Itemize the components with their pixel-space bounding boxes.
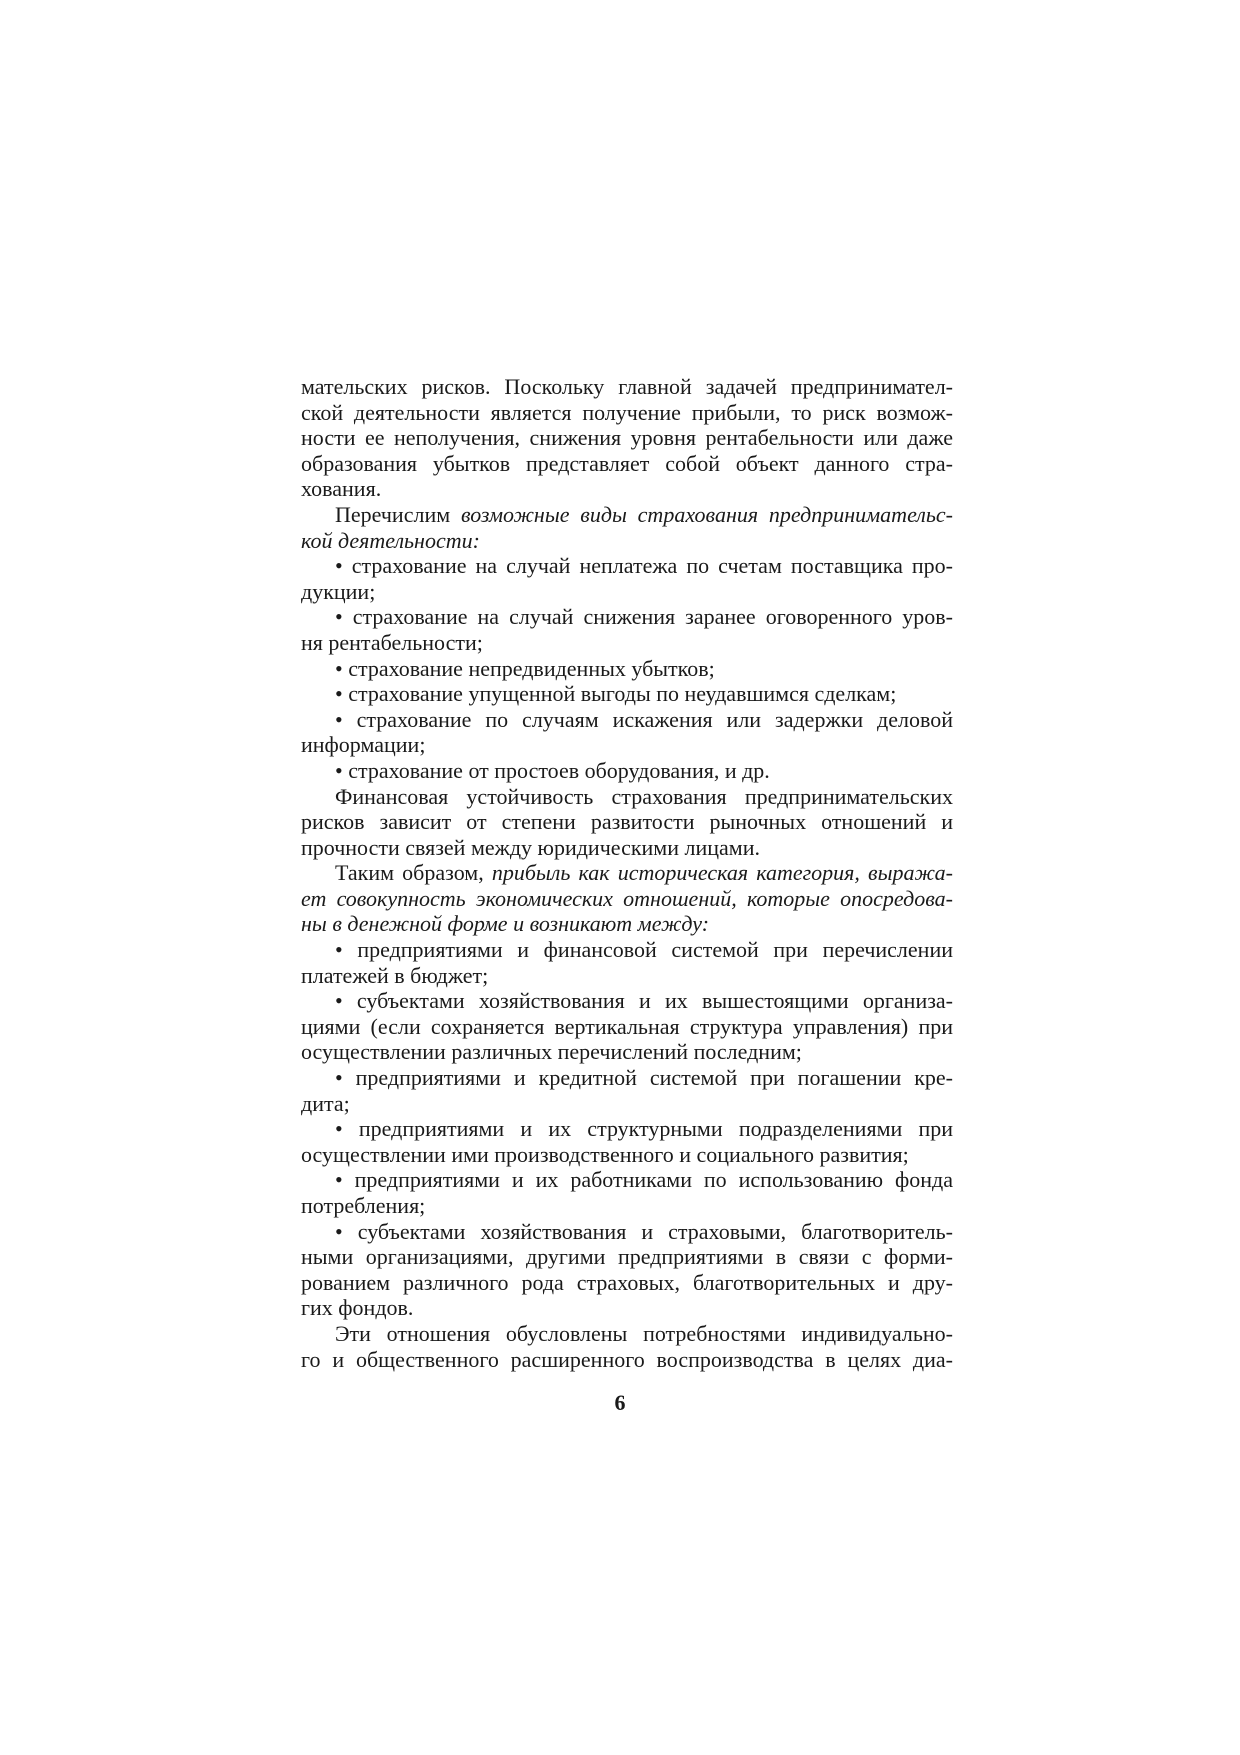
text-segment: ня рентабельности;: [301, 629, 483, 655]
text-segment: • страхование на случай неплатежа по счетам поставщика про-: [335, 553, 953, 579]
text-segment: Эти отношения обусловлены потребностями индивидуально-: [335, 1320, 953, 1346]
text-line: [301, 604, 953, 630]
text-line: [301, 1116, 953, 1142]
text-line: [301, 911, 953, 937]
text-line: [301, 784, 953, 810]
text-line: [301, 476, 953, 502]
page-text-body: [301, 374, 953, 1372]
text-segment: • страхование от простоев оборудования, и др.: [335, 757, 770, 783]
text-line: [301, 502, 953, 528]
text-segment: Перечислим: [335, 501, 461, 527]
text-line: [301, 681, 953, 707]
text-line: [301, 1347, 953, 1373]
text-segment: Финансовая устойчивость страхования предпринимательских: [335, 783, 953, 809]
page-number: 6: [614, 1390, 626, 1415]
text-segment: ской деятельности является получение прибыли, то риск возмож-: [301, 399, 953, 425]
text-line: [301, 1014, 953, 1040]
text-line: [301, 425, 953, 451]
text-line: [301, 1039, 953, 1065]
text-line: [301, 579, 953, 605]
text-line: [301, 630, 953, 656]
text-line: [301, 528, 953, 554]
text-segment: осуществлении различных перечислений последним;: [301, 1039, 802, 1065]
text-line: [301, 988, 953, 1014]
text-line: [301, 400, 953, 426]
text-segment: гих фондов.: [301, 1295, 414, 1321]
text-line: [301, 809, 953, 835]
text-line: [301, 374, 953, 400]
text-segment: хования.: [301, 476, 382, 502]
text-segment: образования убытков представляет собой объект данного стра-: [301, 450, 953, 476]
text-segment: дукции;: [301, 578, 376, 604]
text-line: [301, 1142, 953, 1168]
text-segment: прочности связей между юридическими лицами.: [301, 834, 760, 860]
text-line: [301, 860, 953, 886]
text-line: [301, 1270, 953, 1296]
text-line: [301, 451, 953, 477]
text-segment: мательских рисков. Поскольку главной задачей предпринимател-: [301, 374, 953, 399]
text-segment: го и общественного расширенного воспроизводства в целях диа-: [301, 1346, 953, 1372]
text-segment: дита;: [301, 1090, 350, 1116]
italic-text: ны в денежной форме и возникают между:: [301, 911, 710, 937]
text-segment: • предприятиями и их работниками по использованию фонда: [335, 1167, 953, 1193]
text-line: [301, 1065, 953, 1091]
text-line: [301, 1193, 953, 1219]
text-line: [301, 1244, 953, 1270]
text-line: [301, 1219, 953, 1245]
text-segment: • страхование непредвиденных убытков;: [335, 655, 715, 681]
italic-text: ет совокупность экономических отношений, которые опосредова-: [301, 885, 953, 911]
italic-text: прибыль как историческая категория, выража-: [491, 860, 953, 886]
text-segment: ности ее неполучения, снижения уровня рентабельности или даже: [301, 425, 953, 451]
text-segment: ными организациями, другими предприятиями в связи с форми-: [301, 1244, 953, 1270]
text-segment: • субъектами хозяйствования и их вышестоящими организа-: [335, 988, 953, 1014]
text-segment: платежей в бюджет;: [301, 962, 489, 988]
text-segment: • страхование по случаям искажения или задержки деловой: [335, 706, 953, 732]
text-line: [301, 1091, 953, 1117]
text-segment: рованием различного рода страховых, благотворительных и дру-: [301, 1269, 953, 1295]
text-line: [301, 707, 953, 733]
text-segment: • предприятиями и их структурными подразделениями при: [335, 1116, 953, 1142]
text-segment: • страхование на случай снижения заранее оговоренного уров-: [335, 604, 953, 630]
text-line: [301, 553, 953, 579]
text-line: [301, 835, 953, 861]
text-line: [301, 656, 953, 682]
text-line: [301, 1167, 953, 1193]
text-segment: рисков зависит от степени развитости рыночных отношений и: [301, 809, 953, 835]
text-line: [301, 758, 953, 784]
text-line: [301, 886, 953, 912]
text-segment: • субъектами хозяйствования и страховыми, благотворитель-: [335, 1218, 953, 1244]
text-line: [301, 937, 953, 963]
text-segment: Таким образом,: [335, 860, 492, 886]
text-line: [301, 963, 953, 989]
text-segment: • страхование упущенной выгоды по неудавшимся сделкам;: [335, 681, 897, 707]
text-segment: циями (если сохраняется вертикальная структура управления) при: [301, 1013, 953, 1039]
text-segment: • предприятиями и кредитной системой при погашении кре-: [335, 1065, 953, 1091]
text-segment: осуществлении ими производственного и социального развития;: [301, 1141, 909, 1167]
text-segment: информации;: [301, 732, 426, 758]
italic-text: кой деятельности:: [301, 527, 480, 553]
text-segment: • предприятиями и финансовой системой при перечислении: [335, 937, 953, 963]
text-line: [301, 1295, 953, 1321]
text-line: [301, 732, 953, 758]
text-line: [301, 1321, 953, 1347]
text-segment: потребления;: [301, 1193, 426, 1218]
italic-text: возможные виды страхования предпринимательс-: [460, 501, 953, 527]
